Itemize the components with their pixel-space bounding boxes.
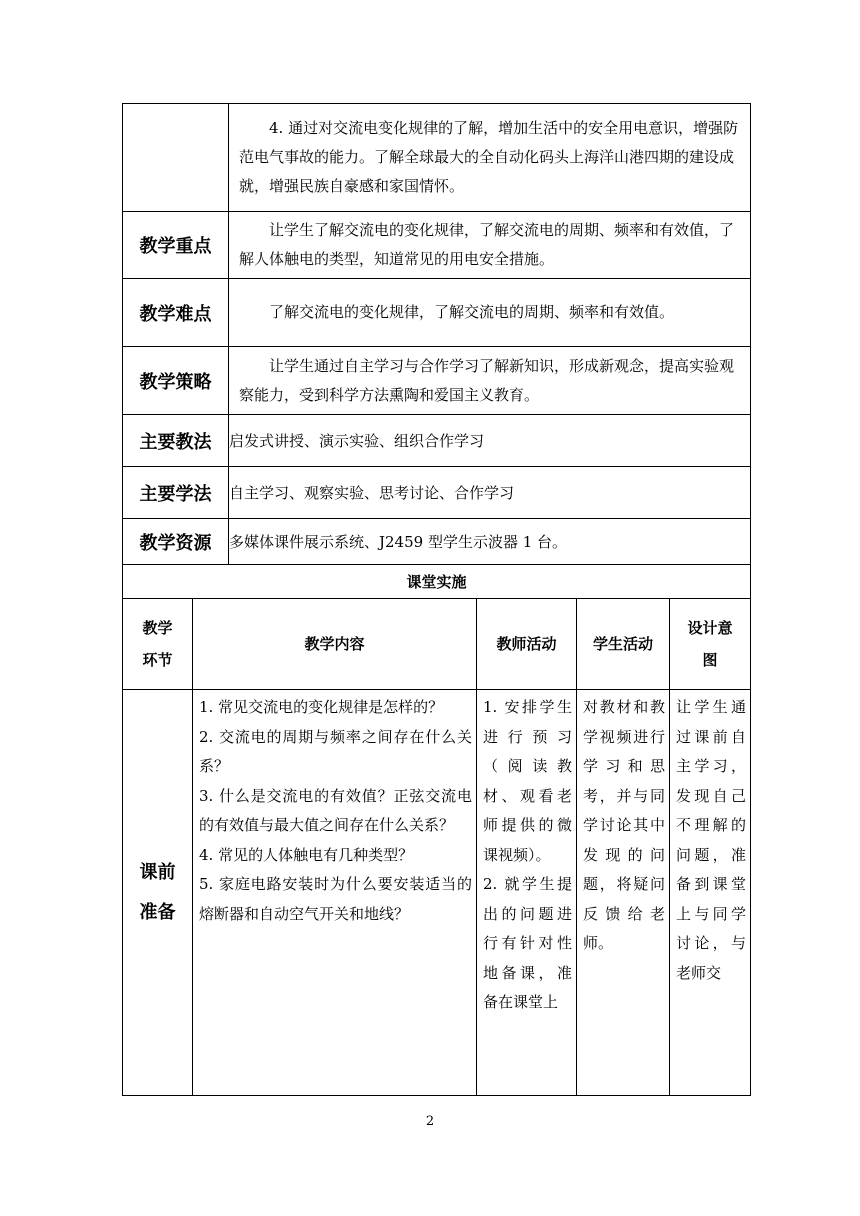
difficulties-label: 教学难点 <box>123 279 229 347</box>
prep-student-text: 对教材和教学视频进行学习和思考，并与同学讨论其中发现的问题，将疑问反馈给老师。 <box>583 698 665 952</box>
difficulties-row <box>123 279 751 347</box>
prep-teacher-1: 1. 安排学生进行预习（阅读教材、观看老师提供的微课视频）。 <box>483 698 572 864</box>
key-points-label: 教学重点 <box>123 212 229 279</box>
prep-question-2: 2. 交流电的周期与频率之间存在什么关系？ <box>199 727 472 775</box>
header-stage-line2: 环节 <box>142 651 173 669</box>
prep-question-5: 5. 家庭电路安装时为什么要安装适当的熔断器和自动空气开关和地线？ <box>199 875 472 923</box>
prep-content <box>193 690 477 1096</box>
prep-stage-line1: 课前 <box>139 861 176 883</box>
key-points-row <box>123 212 751 279</box>
objective-row <box>123 104 751 212</box>
header-teacher: 教师活动 <box>477 599 577 690</box>
resources-label: 教学资源 <box>123 519 229 565</box>
page-number: 2 <box>425 1114 435 1129</box>
strategy-text: 让学生通过自主学习与合作学习了解新知识，形成新观念，提高实验观察能力，受到科学方法熏陶和爱国主义教育。 <box>239 356 735 404</box>
methods-text: 启发式讲授、演示实验、组织合作学习 <box>229 415 751 467</box>
methods-label: 主要教法 <box>123 415 229 467</box>
difficulties-text: 了解交流电的变化规律，了解交流电的周期、频率和有效值。 <box>269 303 675 321</box>
lesson-plan-table <box>122 103 751 1096</box>
learning-label: 主要学法 <box>123 467 229 519</box>
prep-question-4: 4. 常见的人体触电有几种类型？ <box>199 845 414 864</box>
resources-row <box>123 519 751 565</box>
header-stage-line1: 教学 <box>142 619 173 637</box>
prep-question-3: 3. 什么是交流电的有效值？正弦交流电的有效值与最大值之间存在什么关系？ <box>199 786 472 834</box>
header-student: 学生活动 <box>577 599 670 690</box>
header-design-line2: 图 <box>702 651 718 669</box>
prep-stage-line2: 准备 <box>139 901 176 923</box>
objective-4-text: 4. 通过对交流电变化规律的了解，增加生活中的安全用电意识，增强防范电气事故的能力。了解全球最大的全自动化码头上海洋山港四期的建设成就，增强民族自豪感和家国情怀。 <box>239 119 739 195</box>
prep-design-text: 让学生通过课前自主学习，发现自己不理解的问题，准备到课堂上与同学讨论，与老师交 <box>676 698 747 982</box>
header-stage <box>123 599 193 690</box>
prep-teacher-2: 2. 就学生提出的问题进行有针对性地备课，准备在课堂上 <box>483 875 572 1011</box>
learning-row <box>123 467 751 519</box>
objective-label-cell <box>123 104 229 212</box>
section-row <box>123 565 751 599</box>
prep-question-1: 1. 常见交流电的变化规律是怎样的？ <box>199 698 444 716</box>
resources-text: 多媒体课件展示系统、J2459 型学生示波器 1 台。 <box>229 519 751 565</box>
prep-student <box>577 690 670 1096</box>
prep-design <box>670 690 751 1096</box>
key-points-text: 让学生了解交流电的变化规律，了解交流电的周期、频率和有效值，了解人体触电的类型，知道常见的用电安全措施。 <box>239 221 735 268</box>
prep-row <box>123 690 751 1096</box>
learning-text: 自主学习、观察实验、思考讨论、合作学习 <box>229 467 751 519</box>
methods-row <box>123 415 751 467</box>
strategy-label: 教学策略 <box>123 347 229 415</box>
header-design-line1: 设计意 <box>687 619 733 637</box>
strategy-row <box>123 347 751 415</box>
header-content: 教学内容 <box>193 599 477 690</box>
prep-teacher <box>477 690 577 1096</box>
column-header-row <box>123 599 751 690</box>
prep-stage <box>123 690 193 1096</box>
header-design <box>670 599 751 690</box>
section-title: 课堂实施 <box>123 565 751 599</box>
